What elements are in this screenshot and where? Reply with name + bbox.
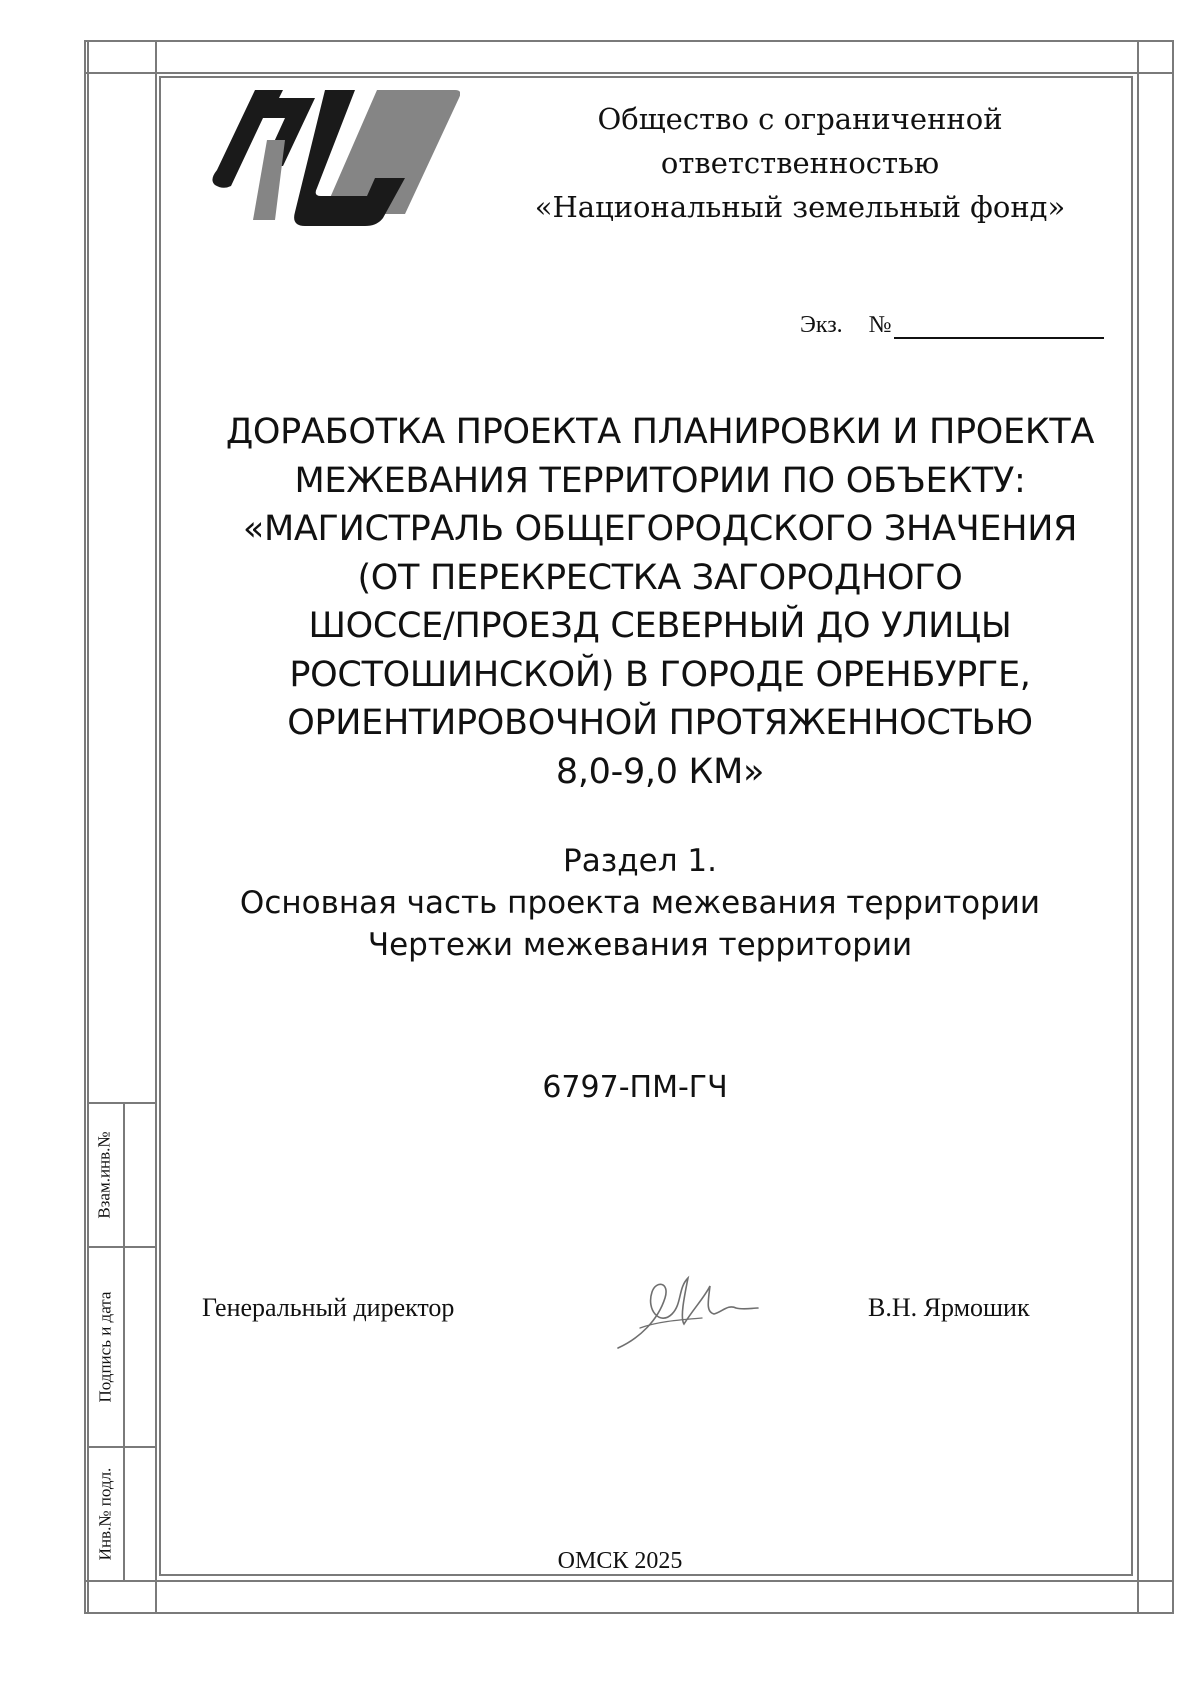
title-line: 8,0-9,0 КМ»	[555, 751, 765, 792]
signature-date-cell	[87, 1248, 157, 1446]
copy-label: Экз.	[800, 312, 843, 338]
frame-divider-right	[1137, 40, 1139, 1614]
logo-gray-stroke	[253, 140, 285, 220]
substitution-cell	[87, 1104, 157, 1246]
signature-date-label: Подпись и дата	[95, 1291, 114, 1403]
copy-number-line	[800, 312, 1104, 339]
company-logo	[205, 90, 460, 240]
title-line: ОРИЕНТИРОВОЧНОЙ ПРОТЯЖЕННОСТЬЮ	[287, 703, 1033, 743]
handwritten-signature	[610, 1268, 760, 1358]
section-line: Раздел 1.	[563, 843, 717, 879]
signatory-role: Генеральный директор	[202, 1293, 455, 1322]
document-code: 6797-ПМ-ГЧ	[542, 1070, 728, 1105]
title-line: ШОССЕ/ПРОЕЗД СЕВЕРНЫЙ ДО УЛИЦЫ	[308, 606, 1012, 646]
section-block	[195, 840, 1085, 966]
copy-number-label: №	[868, 312, 892, 338]
title-line: (ОТ ПЕРЕКРЕСТКА ЗАГОРОДНОГО	[357, 557, 963, 598]
signatory-name: В.Н. Ярмошик	[868, 1293, 1030, 1322]
original-inventory-label: Инв.№ подл.	[95, 1467, 114, 1561]
organization-name	[490, 97, 1110, 229]
title-line: «МАГИСТРАЛЬ ОБЩЕГОРОДСКОГО ЗНАЧЕНИЯ	[242, 509, 1078, 549]
frame-divider-top	[84, 72, 1174, 74]
document-title	[195, 408, 1125, 796]
title-line: МЕЖЕВАНИЯ ТЕРРИТОРИИ ПО ОБЪЕКТУ:	[294, 460, 1026, 501]
organization-line: Общество с ограниченной	[597, 102, 1003, 136]
frame-divider-bottom	[84, 1580, 1174, 1582]
organization-line: ответственностью	[660, 146, 940, 180]
organization-line: «Национальный земельный фонд»	[534, 190, 1066, 224]
title-line: РОСТОШИНСКОЙ) В ГОРОДЕ ОРЕНБУРГЕ,	[289, 654, 1031, 695]
city-year: ОМСК 2025	[557, 1548, 683, 1574]
section-line: Основная часть проекта межевания территории	[239, 885, 1041, 921]
title-line: ДОРАБОТКА ПРОЕКТА ПЛАНИРОВКИ И ПРОЕКТА	[225, 412, 1095, 452]
substitution-label: Взам.инв.№	[95, 1131, 114, 1219]
section-line: Чертежи межевания территории	[367, 927, 913, 963]
original-inventory-cell	[87, 1448, 157, 1580]
copy-number-blank	[894, 315, 1104, 339]
